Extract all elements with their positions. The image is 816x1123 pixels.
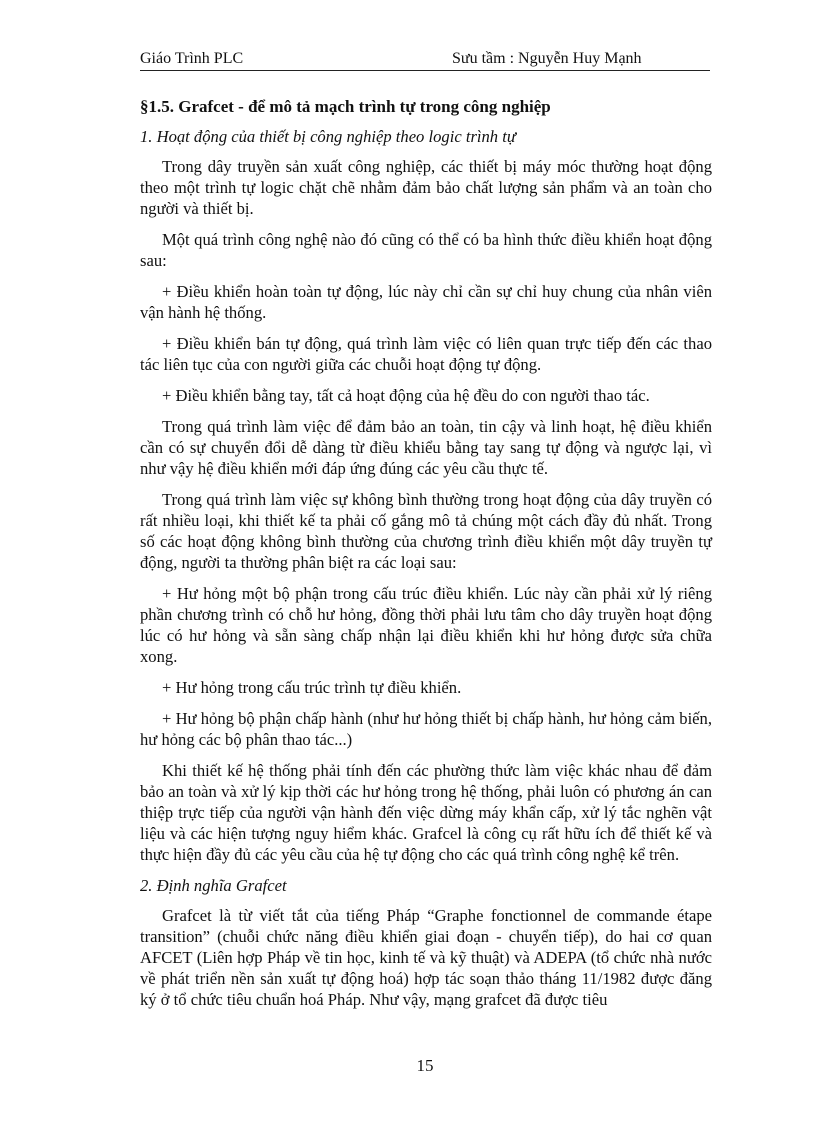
- header-course-title: Giáo Trình PLC: [140, 50, 244, 67]
- subsection-heading-2: 2. Định nghĩa Grafcet: [140, 876, 287, 895]
- list-item: + Điều khiển bằng tay, tất cả hoạt động của hệ đều do con người thao tác.: [162, 386, 650, 405]
- paragraph: Trong quá trình làm việc để đảm bảo an toàn, tin cậy và linh hoạt, hệ điều khiển cần có sự chuyển đổi dễ dàng từ điều khiểu bằng tay sang tự động và ngược lại, vì như vậy hệ điều khiển mới đáp ứng đúng các yêu cầu thực tế.: [140, 417, 712, 478]
- list-item: + Điều khiển hoàn toàn tự động, lúc này chỉ cần sự chỉ huy chung của nhân viên vận hành hệ thống.: [140, 282, 712, 322]
- paragraph: Khi thiết kế hệ thống phải tính đến các phường thức làm việc khác nhau để đảm bảo an toàn và xử lý kịp thời các hư hỏng trong hệ thống, phải luôn có phương án can thiệp trực tiếp của người vận hành đến việc dừng máy khẩn cấp, xử lý tắc nghẽn vật liệu và các hiện tượng nguy hiểm khác. Grafcel là công cụ rất hữu ích để thiết kế và thực hiện đầy đủ các yêu cầu của hệ tự động cho các quá trình công nghệ kể trên.: [140, 761, 712, 864]
- page-content: [140, 96, 712, 1020]
- page-number: 15: [416, 1056, 434, 1075]
- subsection-heading-1: 1. Hoạt động của thiết bị công nghiệp theo logic trình tự: [140, 127, 516, 146]
- list-item: + Hư hỏng một bộ phận trong cấu trúc điều khiển. Lúc này cần phải xử lý riêng phần chương trình có chỗ hư hỏng, đồng thời phải lưu tâm cho dây truyền hoạt động lúc có hư hỏng và sẵn sàng chấp nhận lại điều khiển khi hư hỏng được sửa chữa xong.: [140, 584, 712, 666]
- list-item: + Điều khiển bán tự động, quá trình làm việc có liên quan trực tiếp đến các thao tác liên tục của con người giữa các chuỗi hoạt động tự động.: [140, 334, 712, 374]
- paragraph: Một quá trình công nghệ nào đó cũng có thể có ba hình thức điều khiển hoạt động sau:: [140, 230, 712, 270]
- section-title: §1.5. Grafcet - để mô tả mạch trình tự trong công nghiệp: [140, 97, 551, 116]
- paragraph: Trong dây truyền sản xuất công nghiệp, các thiết bị máy móc thường hoạt động theo một trình tự logic chặt chẽ nhằm đảm bảo chất lượng sản phẩm và an toàn cho người và thiết bị.: [140, 157, 712, 218]
- paragraph: Grafcet là từ viết tắt của tiếng Pháp “Graphe fonctionnel de commande étape transition” (chuỗi chức năng điều khiển giai đoạn - chuyển tiếp), do hai cơ quan AFCET (Liên hợp Pháp về tin học, kinh tế và kỹ thuật) và ADEPA (tổ chức nhà nước về phát triển nền sản xuất tự động hoá) hợp tác soạn thảo tháng 11/1982 được đăng ký ở tổ chức tiêu chuẩn hoá Pháp. Như vậy, mạng grafcet đã được tiêu: [140, 906, 712, 1009]
- list-item: + Hư hỏng trong cấu trúc trình tự điều khiển.: [162, 678, 462, 697]
- page-header: [140, 50, 710, 71]
- header-author: Sưu tầm : Nguyễn Huy Mạnh: [452, 50, 642, 67]
- list-item: + Hư hỏng bộ phận chấp hành (như hư hỏng thiết bị chấp hành, hư hỏng cảm biến, hư hỏng các bộ phân thao tác...): [140, 709, 712, 749]
- paragraph: Trong quá trình làm việc sự không bình thường trong hoạt động của dây truyền có rất nhiều loại, khi thiết kế ta phải cố gắng mô tả chúng một cách đầy đủ nhất. Trong số các hoạt động không bình thường của chương trình điều khiển một dây truyền tự động, người ta thường phân biệt ra các loại sau:: [140, 490, 712, 572]
